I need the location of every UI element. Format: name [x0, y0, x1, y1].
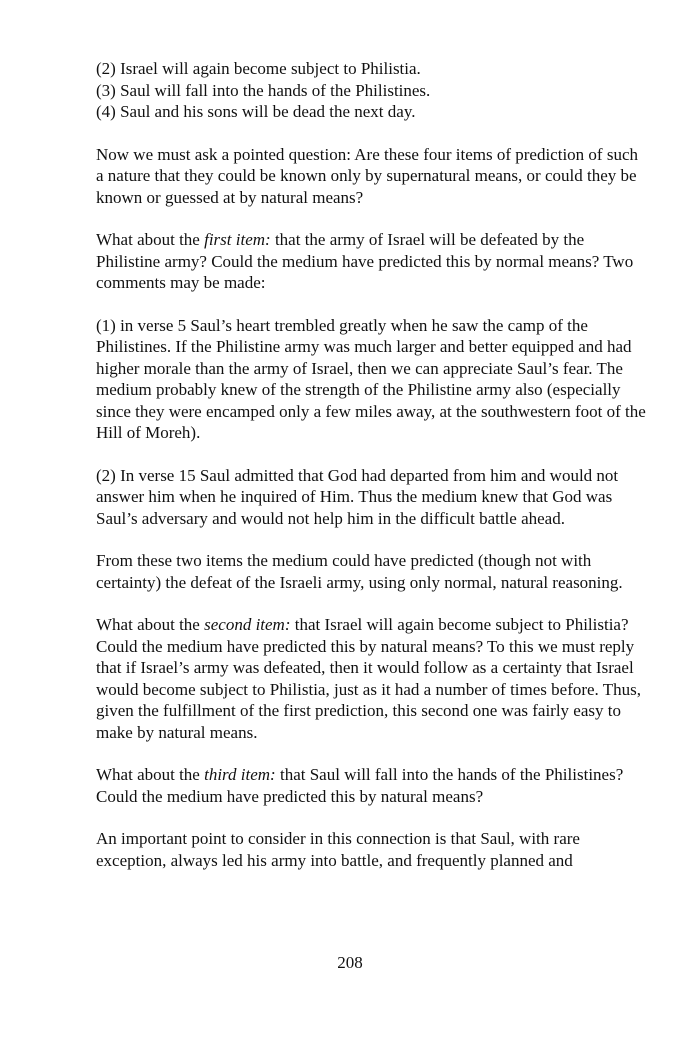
paragraph-comment-two: (2) In verse 15 Saul admitted that God had departed from him and would not answer him when he inquired of Him. Thus the medium knew that God was Saul’s adversary and would not help him in the difficult battle ahead. [96, 465, 619, 528]
emphasis-first-item: first item: [204, 230, 271, 249]
paragraph-first-item [96, 229, 648, 294]
list-item: (2) Israel will again become subject to Philistia. [96, 59, 421, 78]
text-run: What about the [96, 765, 205, 784]
paragraph-third-item [96, 764, 648, 807]
page-body [96, 58, 648, 892]
text-run: that Saul will fall into the hands of the Philistines? Could the medium have predicted this by natural means? [96, 765, 624, 806]
emphasis-second-item: second item: [204, 615, 291, 634]
paragraph-question: Now we must ask a pointed question: Are these four items of prediction of such a nature that they could be known only by supernatural means, or could they be known or guessed at by natural means? [96, 144, 638, 207]
paragraph-important-point: An important point to consider in this connection is that Saul, with rare exception, always led his army into battle, and frequently planned and [96, 829, 580, 870]
prediction-list [96, 58, 648, 123]
text-run: What about the [96, 615, 205, 634]
text-run: that the army of Israel will be defeated by the Philistine army? Could the medium have predicted this by normal means? Two comments may be made: [96, 230, 634, 292]
text-run: that Israel will again become subject to Philistia? Could the medium have predicted this by natural means? To this we must reply that if Israel’s army was defeated, then it would follow as a certainty that Israel would become subject to Philistia, just as it had a number of times before. Thus, given the fulfillment of the first prediction, this second one was fairly easy to make by natural means. [96, 615, 642, 742]
paragraph-conclusion: From these two items the medium could have predicted (though not with certainty) the defeat of the Israeli army, using only normal, natural reasoning. [96, 551, 623, 592]
emphasis-third-item: third item: [204, 765, 276, 784]
page-number: 208 [337, 953, 363, 972]
paragraph-comment-one: (1) in verse 5 Saul’s heart trembled greatly when he saw the camp of the Philistines. If the Philistine army was much larger and better equipped and had higher morale than the army of Israel, then we can appreciate Saul’s fear. The medium probably knew of the strength of the Philistine army also (especially since they were encamped only a few miles away, at the southwestern foot of the Hill of Moreh). [96, 315, 646, 442]
paragraph-second-item [96, 614, 648, 743]
text-run: What about the [96, 230, 205, 249]
list-item: (4) Saul and his sons will be dead the next day. [96, 102, 416, 121]
list-item: (3) Saul will fall into the hands of the Philistines. [96, 80, 431, 100]
